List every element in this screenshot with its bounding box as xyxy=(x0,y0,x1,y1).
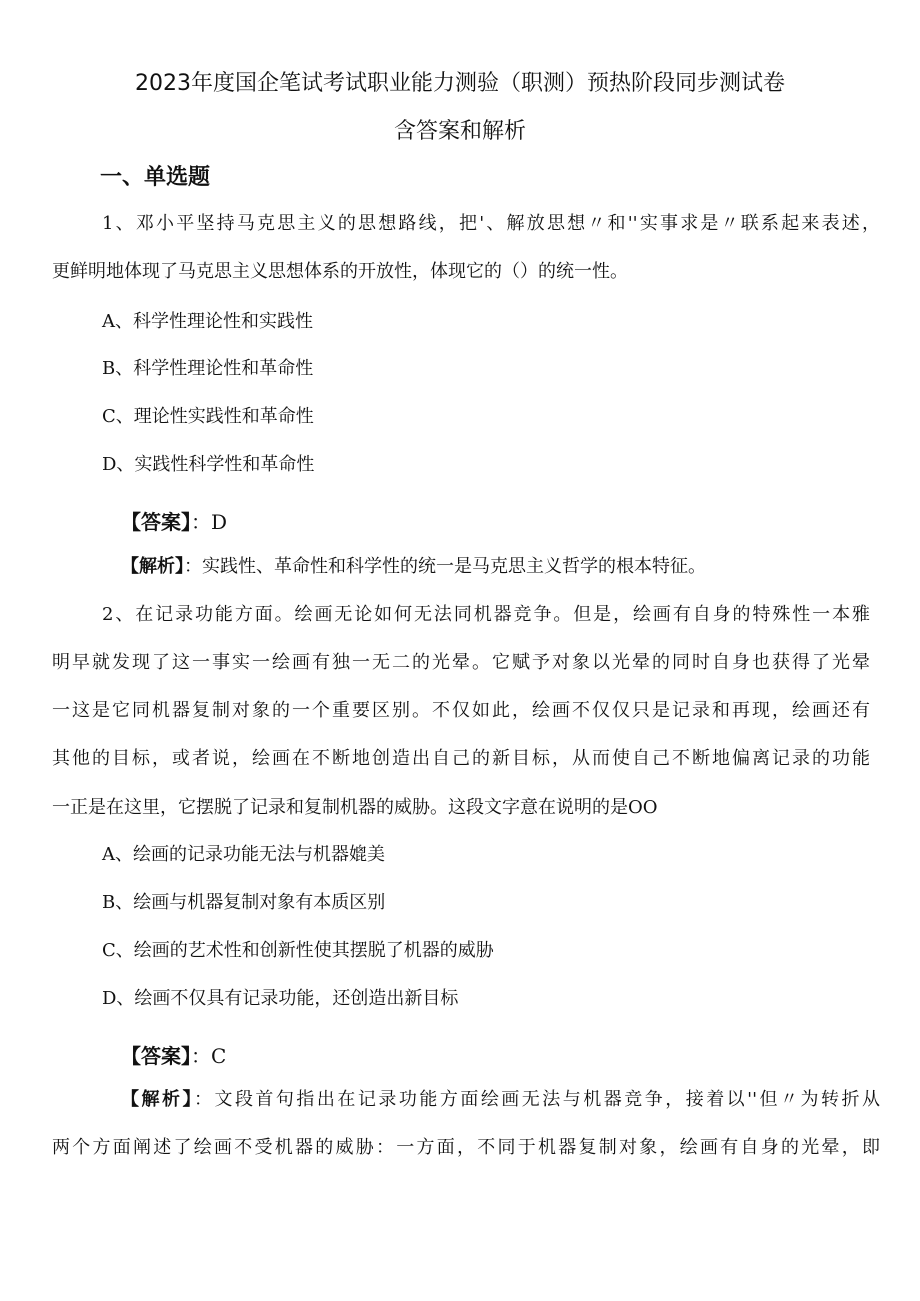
question-2-explanation-line-2: 两个方面阐述了绘画不受机器的威胁：一方面，不同于机器复制对象，绘画有自身的光晕，即 xyxy=(52,1137,880,1158)
document-subtitle: 含答案和解析 xyxy=(393,119,526,144)
answer-label: 【答案】 xyxy=(121,510,191,534)
question-2-stem-line-1: 2、在记录功能方面。绘画无论如何无法同机器竞争。但是，绘画有自身的特殊性一本雅 xyxy=(102,604,870,625)
answer-label: 【答案】 xyxy=(121,1044,191,1068)
question-2-explanation-line-1 xyxy=(121,1088,880,1112)
question-2-stem-line-2: 明早就发现了这一事实一绘画有独一无二的光晕。它赋予对象以光晕的同时自身也获得了光晕 xyxy=(52,652,870,673)
question-2-option-d: D、绘画不仅具有记录功能，还创造出新目标 xyxy=(102,988,459,1009)
explanation-text: ：实践性、革命性和科学性的统一是马克思主义哲学的根本特征。 xyxy=(184,556,706,577)
question-1-stem-line-1: 1、邓小平坚持马克思主义的思想路线，把'、解放思想〃和''实事求是〃联系起来表述， xyxy=(102,213,880,234)
question-2-stem-line-4: 其他的目标，或者说，绘画在不断地创造出自己的新目标，从而使自己不断地偏离记录的功能 xyxy=(52,748,870,769)
question-1-stem-line-2: 更鲜明地体现了马克思主义思想体系的开放性，体现它的（）的统一性。 xyxy=(52,261,628,282)
question-2-answer xyxy=(121,1040,226,1069)
question-1-answer xyxy=(121,506,227,535)
explanation-label: 【解析】 xyxy=(121,556,184,577)
question-1-option-a: A、科学性理论性和实践性 xyxy=(102,311,313,332)
section-heading: 一、单选题 xyxy=(100,165,211,190)
explanation-text: ：文段首句指出在记录功能方面绘画无法与机器竞争，接着以''但〃为转折从 xyxy=(193,1089,880,1110)
question-1-option-b: B、科学性理论性和革命性 xyxy=(102,358,314,379)
question-2-stem-line-5: 一正是在这里，它摆脱了记录和复制机器的威胁。这段文字意在说明的是OO xyxy=(52,797,658,818)
question-2-option-a: A、绘画的记录功能无法与机器媲美 xyxy=(102,844,385,865)
question-1-explanation xyxy=(121,555,706,579)
question-1-option-c: C、理论性实践性和革命性 xyxy=(102,406,314,427)
explanation-label: 【解析】 xyxy=(121,1089,194,1110)
question-1-option-d: D、实践性科学性和革命性 xyxy=(102,454,315,475)
question-2-stem-line-3: 一这是它同机器复制对象的一个重要区别。不仅如此，绘画不仅仅只是记录和再现，绘画还有 xyxy=(52,700,870,721)
question-2-option-c: C、绘画的艺术性和创新性使其摆脱了机器的威胁 xyxy=(102,940,494,961)
answer-value: ：C xyxy=(191,1044,227,1068)
document-title: 2023年度国企笔试考试职业能力测验（职测）预热阶段同步测试卷 xyxy=(135,71,785,96)
answer-value: ：D xyxy=(191,510,228,534)
question-2-option-b: B、绘画与机器复制对象有本质区别 xyxy=(102,892,386,913)
